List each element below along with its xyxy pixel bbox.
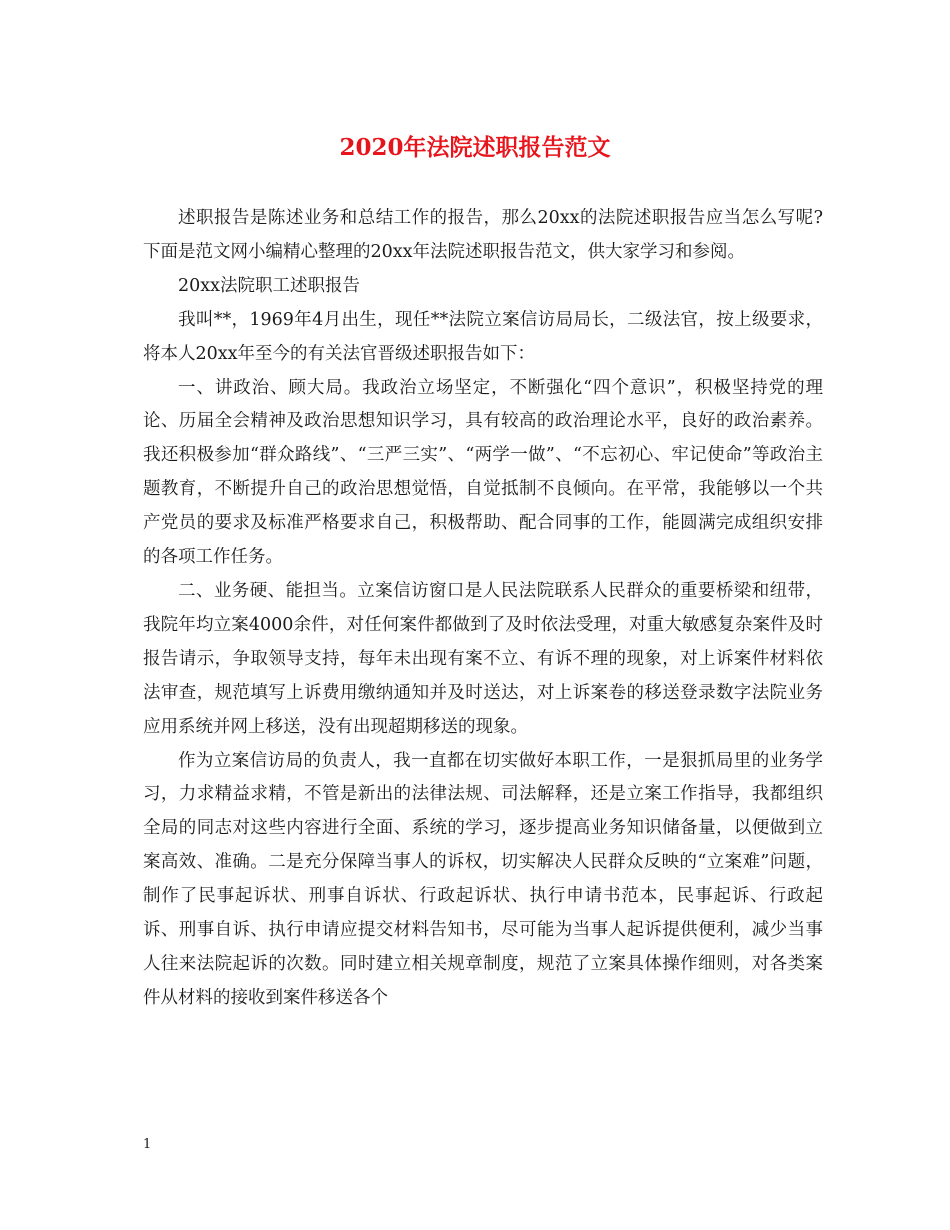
paragraph-responsibility: 作为立案信访局的负责人，我一直都在切实做好本职工作，一是狠抓局里的业务学习，力求精益求精，不管是新出的法律法规、司法解释，还是立案工作指导，我都组织全局的同志对这些内容进行全面、系统的学习，逐步提高业务知识储备量，以便做到立案高效、准确。二是充分保障当事人的诉权，切实解决人民群众反映的“立案难”问题，制作了民事起诉状、刑事自诉状、行政起诉状、执行申请书范本，民事起诉、行政起诉、刑事自诉、执行申请应提交材料告知书，尽可能为当事人起诉提供便利，减少当事人往来法院起诉的次数。同时建立相关规章制度，规范了立案具体操作细则，对各类案件从材料的接收到案件移送各个 [143, 750, 823, 1008]
document-body [143, 202, 823, 1016]
paragraph-intro: 述职报告是陈述业务和总结工作的报告，那么20xx的法院述职报告应当怎么写呢?下面是范文网小编精心整理的20xx年法院述职报告范文，供大家学习和参阅。 [143, 208, 823, 262]
paragraph-subheading: 20xx法院职工述职报告 [178, 275, 361, 296]
page-number: 1 [143, 1137, 152, 1152]
paragraph-self-introduction: 我叫**，1969年4月出生，现任**法院立案信访局局长，二级法官，按上级要求，将本人20xx年至今的有关法官晋级述职报告如下： [143, 309, 823, 364]
paragraph-business: 二、业务硬、能担当。立案信访窗口是人民法院联系人民群众的重要桥梁和纽带，我院年均立案4000余件，对任何案件都做到了及时依法受理，对重大敏感复杂案件及时报告请示，争取领导支持，每年未出现有案不立、有诉不理的现象，对上诉案件材料依法审查，规范填写上诉费用缴纳通知并及时送达，对上诉案卷的移送登录数字法院业务应用系统并网上移送，没有出现超期移送的现象。 [143, 580, 823, 737]
document-title: 2020年法院述职报告范文 [339, 134, 611, 161]
paragraph-politics: 一、讲政治、顾大局。我政治立场坚定，不断强化“四个意识”，积极坚持党的理论、历届全会精神及政治思想知识学习，具有较高的政治理论水平，良好的政治素养。我还积极参加“群众路线”、“三严三实”、“两学一做”、“不忘初心、牢记使命”等政治主题教育，不断提升自己的政治思想觉悟，自觉抵制不良倾向。在平常，我能够以一个共产党员的要求及标准严格要求自己，积极帮助、配合同事的工作，能圆满完成组织安排的各项工作任务。 [143, 377, 823, 568]
